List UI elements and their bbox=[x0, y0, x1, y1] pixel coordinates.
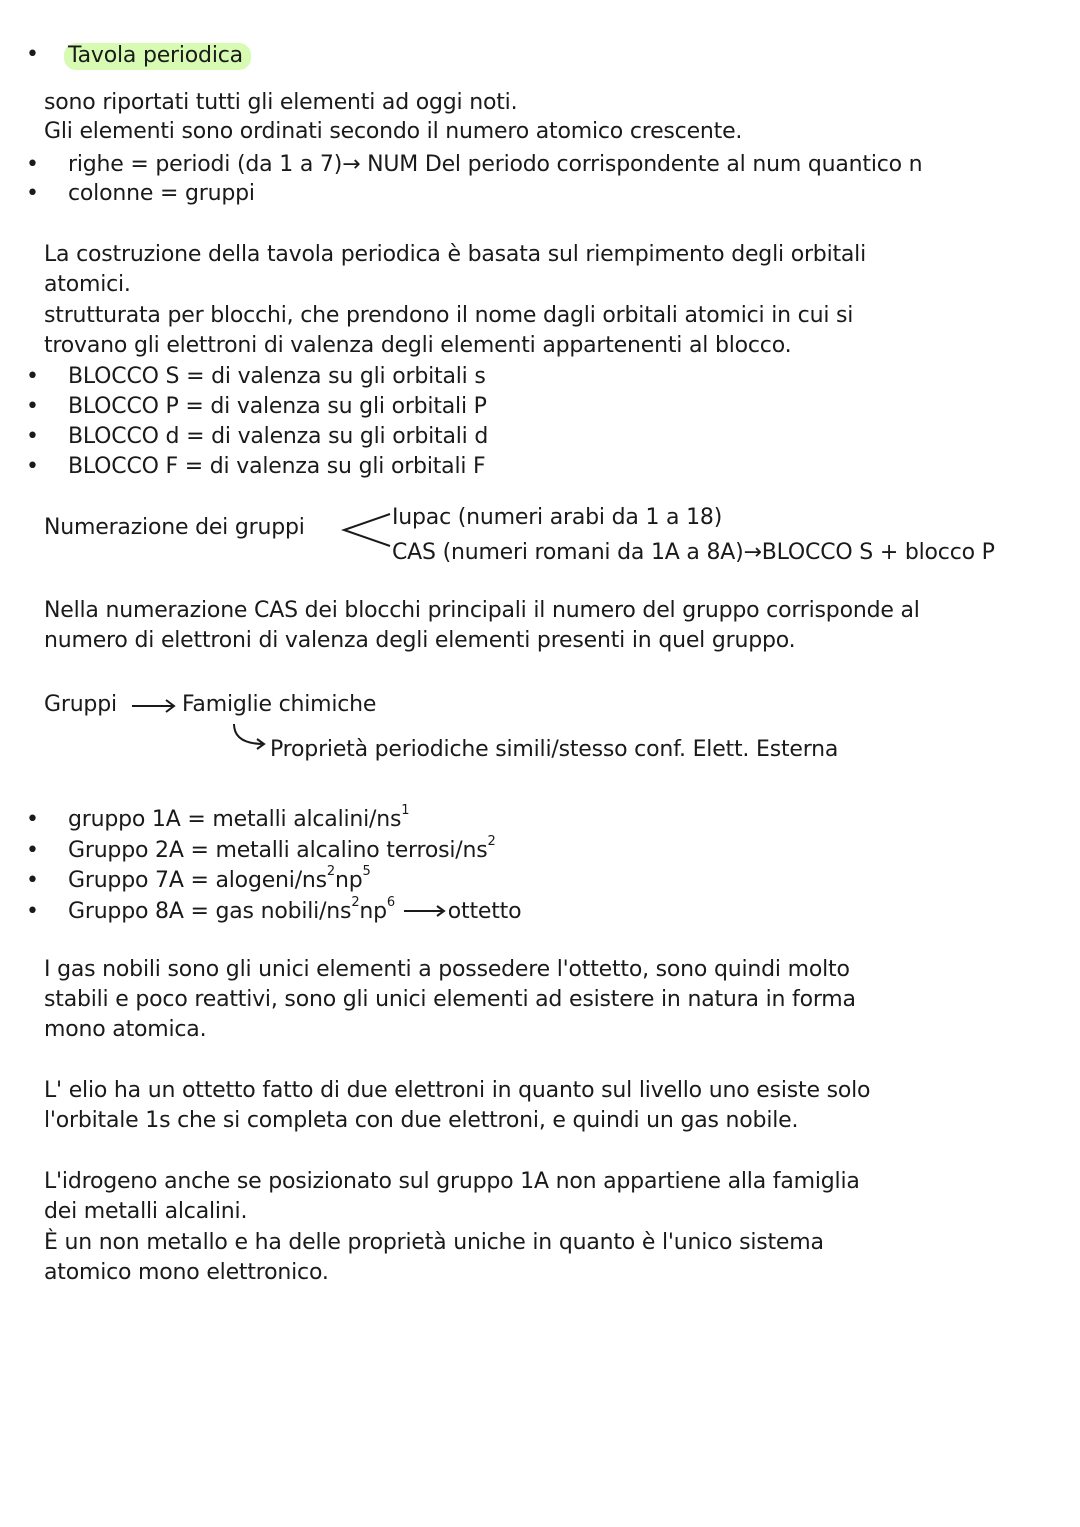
text-line: L' elio ha un ottetto fatto di due elettroni in quanto sul livello uno esiste solo bbox=[44, 1078, 871, 1103]
text-line: Nella numerazione CAS dei blocchi principali il numero del gruppo corrisponde al bbox=[44, 598, 920, 623]
list-item: BLOCCO S = di valenza su gli orbitali s bbox=[68, 364, 486, 389]
list-item: righe = periodi (da 1 a 7)→ NUM Del periodo corrispondente al num quantico n bbox=[68, 152, 923, 177]
list-item: Gruppo 8A = gas nobili/$ns^2np^6$ ottetto bbox=[68, 895, 522, 924]
cas-line: CAS (numeri romani da 1A a 8A)→BLOCCO S + blocco P bbox=[392, 540, 995, 565]
text-line: mono atomica. bbox=[44, 1017, 207, 1042]
bullet: • bbox=[26, 807, 39, 832]
text-line: Gli elementi sono ordinati secondo il numero atomico crescente. bbox=[44, 119, 743, 144]
page-title: Tavola periodica bbox=[64, 40, 251, 71]
text-line: stabili e poco reattivi, sono gli unici elementi ad esistere in natura in forma bbox=[44, 987, 856, 1012]
list-item: Gruppo 7A = alogeni/$ns^2np^5$ bbox=[68, 864, 371, 893]
proprieta-label: Proprietà periodiche simili/stesso conf. Elett. Esterna bbox=[270, 737, 839, 762]
list-item: Gruppo 2A = metalli alcalino terrosi/$ns^2$ bbox=[68, 834, 496, 863]
list-item: colonne = gruppi bbox=[68, 181, 255, 206]
list-item: BLOCCO d = di valenza su gli orbitali d bbox=[68, 424, 489, 449]
text-line: L'idrogeno anche se posizionato sul gruppo 1A non appartiene alla famiglia bbox=[44, 1169, 860, 1194]
text-line: dei metalli alcalini. bbox=[44, 1199, 248, 1224]
text-line: numero di elettroni di valenza degli elementi presenti in quel gruppo. bbox=[44, 628, 796, 653]
iupac-line: Iupac (numeri arabi da 1 a 18) bbox=[392, 505, 723, 530]
text-line: La costruzione della tavola periodica è basata sul riempimento degli orbitali bbox=[44, 242, 867, 267]
bullet: • bbox=[26, 42, 39, 67]
famiglie-label: Famiglie chimiche bbox=[182, 692, 377, 717]
text-line: È un non metallo e ha delle proprietà uniche in quanto è l'unico sistema bbox=[44, 1230, 824, 1255]
list-item: BLOCCO F = di valenza su gli orbitali F bbox=[68, 454, 486, 479]
bullet: • bbox=[26, 424, 39, 449]
bullet: • bbox=[26, 838, 39, 863]
arrow-right-icon: → bbox=[342, 152, 361, 177]
text-line: atomici. bbox=[44, 272, 131, 297]
arrow-right-icon: → bbox=[743, 540, 762, 565]
list-item: gruppo 1A = metalli alcalini/$ns^1$ bbox=[68, 803, 410, 832]
bullet: • bbox=[26, 899, 39, 924]
branch-icon bbox=[340, 508, 392, 552]
gruppi-label: Gruppi bbox=[44, 692, 117, 717]
bullet: • bbox=[26, 152, 39, 177]
text-line: l'orbitale 1s che si completa con due elettroni, e quindi un gas nobile. bbox=[44, 1108, 799, 1133]
bullet: • bbox=[26, 868, 39, 893]
arrow-right-icon bbox=[130, 694, 180, 718]
bullet: • bbox=[26, 364, 39, 389]
list-item: BLOCCO P = di valenza su gli orbitali P bbox=[68, 394, 487, 419]
arrow-right-icon bbox=[402, 903, 448, 919]
curved-arrow-icon bbox=[228, 722, 270, 754]
text-line: I gas nobili sono gli unici elementi a possedere l'ottetto, sono quindi molto bbox=[44, 957, 850, 982]
numerazione-label: Numerazione dei gruppi bbox=[44, 515, 305, 540]
text-line: atomico mono elettronico. bbox=[44, 1260, 329, 1285]
bullet: • bbox=[26, 454, 39, 479]
text-line: strutturata per blocchi, che prendono il nome dagli orbitali atomici in cui si bbox=[44, 303, 854, 328]
text-line: sono riportati tutti gli elementi ad oggi noti. bbox=[44, 90, 518, 115]
text-line: trovano gli elettroni di valenza degli elementi appartenenti al blocco. bbox=[44, 333, 792, 358]
bullet: • bbox=[26, 181, 39, 206]
bullet: • bbox=[26, 394, 39, 419]
